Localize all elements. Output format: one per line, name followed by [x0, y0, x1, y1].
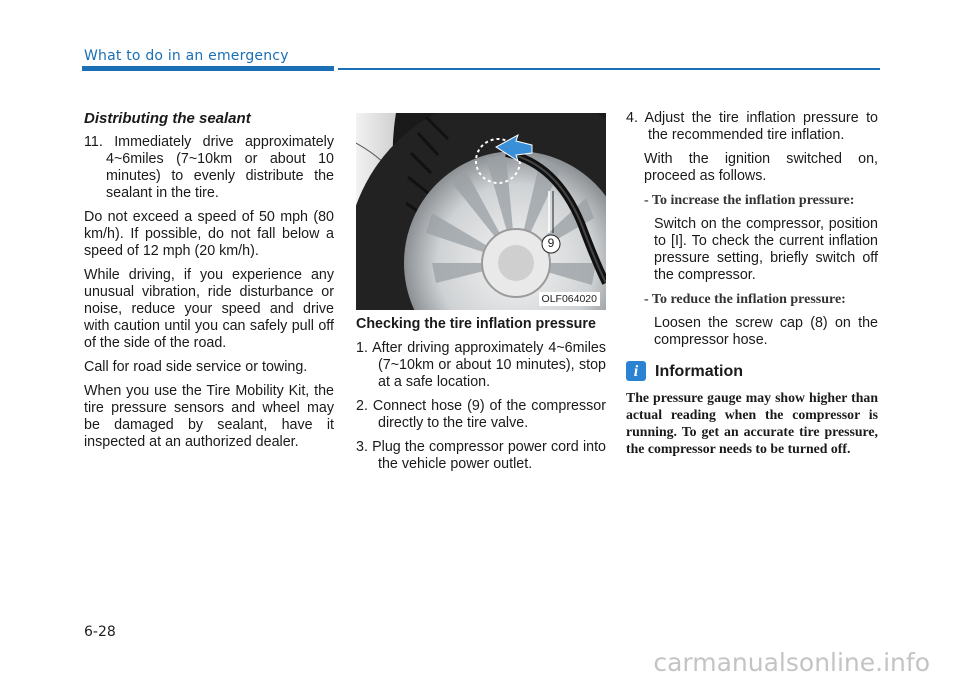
page-number: 6-28 — [84, 624, 116, 640]
information-box-header — [626, 361, 878, 381]
vibration-paragraph: While driving, if you experience any unusual vibration, ride disturbance or noise, reduce your speed and drive with caution until you can safely pull off of the side of the road. — [84, 267, 334, 351]
information-text: The pressure gauge may show higher than actual reading when the compressor is running. To get an accurate tire pressure, the compressor needs to be turned off. — [626, 390, 878, 456]
tire-illustration — [356, 113, 606, 310]
step-4: 4. Adjust the tire inflation pressure to the recommended tire inflation. — [626, 110, 878, 143]
information-icon: i — [626, 361, 646, 381]
increase-pressure-text: Switch on the compressor, position to [I]. To check the current inflation pressure setting, briefly switch off the compressor. — [654, 216, 878, 283]
header-rule — [338, 68, 880, 70]
distributing-sealant-heading: Distributing the sealant — [84, 110, 251, 127]
step-2: 2. Connect hose (9) of the compressor directly to the tire valve. — [356, 398, 606, 431]
step-1: 1. After driving approximately 4~6miles (7~10km or about 10 minutes), stop at a safe location. — [356, 340, 606, 390]
sensor-warning-paragraph: When you use the Tire Mobility Kit, the tire pressure sensors and wheel may be damaged by sealant, have it inspected at an authorized dealer. — [84, 383, 334, 450]
section-header-title: What to do in an emergency — [84, 48, 289, 64]
header-accent-bar — [82, 66, 334, 71]
information-title: Information — [655, 362, 743, 380]
step-11 — [84, 134, 334, 202]
step-11-number: 11. — [84, 134, 103, 150]
column-middle — [356, 316, 606, 480]
column-right — [626, 110, 878, 464]
increase-pressure-heading: - To increase the inflation pressure: — [644, 193, 855, 208]
step-3: 3. Plug the compressor power cord into the vehicle power outlet. — [356, 439, 606, 472]
reduce-pressure-text: Loosen the screw cap (8) on the compressor hose. — [654, 315, 878, 348]
figure-code: OLF064020 — [539, 292, 600, 306]
tire-compressor-figure — [356, 113, 606, 310]
watermark: carmanualsonline.info — [653, 648, 930, 677]
step-11-text: Immediately drive approximately 4~6miles (7~10km or about 10 minutes) to evenly distribute the sealant in the tire. — [106, 134, 334, 201]
speed-paragraph: Do not exceed a speed of 50 mph (80 km/h). If possible, do not fall below a speed of 12 mph (20 km/h). — [84, 209, 334, 259]
checking-pressure-heading: Checking the tire inflation pressure — [356, 316, 596, 332]
roadside-paragraph: Call for road side service or towing. — [84, 359, 308, 375]
ignition-paragraph: With the ignition switched on, proceed as follows. — [644, 151, 878, 184]
reduce-pressure-heading: - To reduce the inflation pressure: — [644, 292, 846, 307]
callout-9-label: 9 — [547, 236, 555, 250]
column-left — [84, 110, 334, 458]
